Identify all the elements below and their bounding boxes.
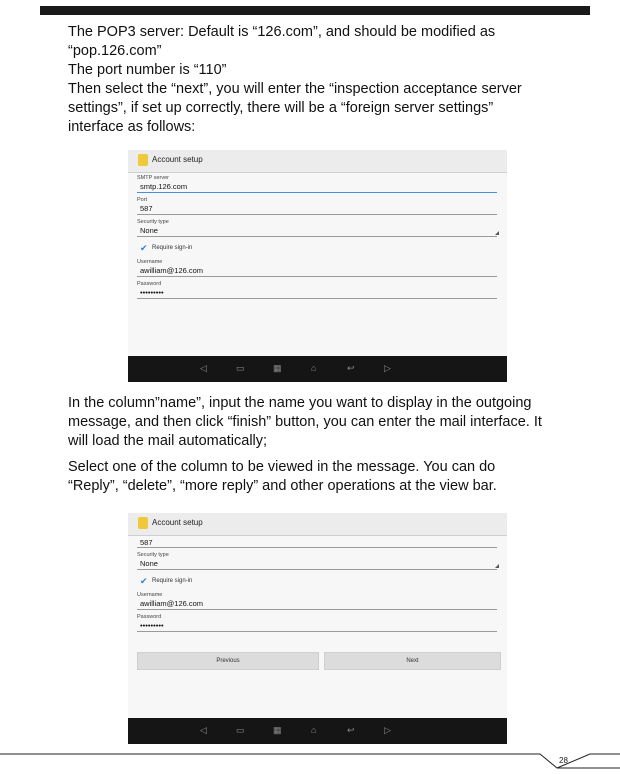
text-line: settings”, if set up correctly, there will be a “foreign server settings”	[68, 100, 494, 116]
require-signin-checkbox[interactable]	[128, 239, 507, 257]
text-line: message, and then click “finish” button, you can enter the mail interface. It	[68, 414, 542, 430]
recent-apps-icon[interactable]: ▦	[273, 725, 282, 735]
text-line: Select one of the column to be viewed in the message. You can do	[68, 459, 496, 475]
text-line: “Reply”, “delete”, “more reply” and other operations at the view bar.	[68, 478, 497, 494]
volume-down-icon[interactable]: ◁	[200, 725, 207, 735]
text-line: interface as follows:	[68, 119, 196, 135]
paragraph-view-message	[68, 458, 568, 496]
field-label: SMTP server	[137, 175, 169, 181]
field-underline	[137, 631, 497, 632]
smtp-server-field[interactable]	[128, 173, 507, 195]
recent-apps-icon[interactable]: ▦	[273, 363, 282, 373]
checkmark-icon: ✔	[140, 243, 148, 253]
checkbox-label: Require sign-in	[152, 245, 193, 251]
password-field[interactable]	[128, 612, 507, 634]
dropdown-arrow-icon	[495, 564, 499, 568]
port-field[interactable]	[128, 536, 507, 550]
screenshot-icon[interactable]: ▭	[236, 725, 245, 735]
field-label: Username	[137, 592, 163, 598]
volume-up-icon[interactable]: ▷	[384, 725, 391, 735]
field-underline	[137, 192, 497, 193]
text-line: In the column”name”, input the name you want to display in the outgoing	[68, 395, 532, 411]
text-line: Then select the “next”, you will enter the “inspection acceptance server	[68, 81, 522, 97]
username-field[interactable]	[128, 590, 507, 612]
field-label: Security type	[137, 552, 169, 558]
account-setup-header	[128, 150, 507, 173]
outgoing-server-screenshot	[128, 150, 507, 382]
header-rule	[40, 6, 590, 15]
back-icon[interactable]: ↩	[347, 363, 355, 373]
field-underline	[137, 214, 497, 215]
password-field[interactable]	[128, 279, 507, 301]
port-field[interactable]	[128, 195, 507, 217]
checkmark-icon: ✔	[140, 576, 148, 586]
field-underline	[137, 547, 497, 548]
account-setup-screenshot	[128, 513, 507, 744]
username-field[interactable]	[128, 257, 507, 279]
field-label: Security type	[137, 219, 169, 225]
field-value: •••••••••	[140, 621, 164, 630]
account-setup-header	[128, 513, 507, 536]
text-line: The port number is “110”	[68, 62, 227, 78]
text-line: “pop.126.com”	[68, 43, 162, 59]
field-value: •••••••••	[140, 288, 164, 297]
field-underline	[137, 609, 497, 610]
field-label: Password	[137, 281, 162, 287]
field-underline	[137, 276, 497, 277]
button-row	[128, 652, 507, 674]
field-value: smtp.126.com	[140, 182, 188, 191]
home-icon[interactable]: ⌂	[311, 725, 317, 735]
android-nav-bar	[128, 356, 507, 382]
field-label: Password	[137, 614, 162, 620]
account-setup-title: Account setup	[152, 518, 203, 527]
security-type-select[interactable]	[128, 550, 507, 572]
android-nav-bar	[128, 718, 507, 744]
require-signin-checkbox[interactable]	[128, 572, 507, 590]
next-button[interactable]: Next	[324, 652, 501, 670]
home-icon[interactable]: ⌂	[311, 363, 317, 373]
field-value: 587	[140, 538, 153, 547]
back-icon[interactable]: ↩	[347, 725, 355, 735]
footer-rule	[0, 746, 620, 774]
page-number: 28	[559, 756, 568, 765]
field-underline	[137, 298, 497, 299]
field-value: None	[140, 559, 158, 568]
volume-down-icon[interactable]: ◁	[200, 363, 207, 373]
previous-button[interactable]: Previous	[137, 652, 319, 670]
security-type-select[interactable]	[128, 217, 507, 239]
dropdown-arrow-icon	[495, 231, 499, 235]
paragraph-pop3-settings	[68, 23, 568, 137]
volume-up-icon[interactable]: ▷	[384, 363, 391, 373]
field-value: 587	[140, 204, 153, 213]
text-line: The POP3 server: Default is “126.com”, and should be modified as	[68, 24, 496, 40]
account-setup-title: Account setup	[152, 155, 203, 164]
screenshot-icon[interactable]: ▭	[236, 363, 245, 373]
field-label: Port	[137, 197, 148, 203]
field-label: Username	[137, 259, 163, 265]
mail-app-icon	[138, 154, 148, 166]
field-value: awilliam@126.com	[140, 266, 204, 275]
mail-app-icon	[138, 517, 148, 529]
field-underline	[137, 236, 497, 237]
paragraph-name-column	[68, 394, 568, 451]
field-value: None	[140, 226, 158, 235]
field-value: awilliam@126.com	[140, 599, 204, 608]
field-underline	[137, 569, 497, 570]
text-line: will load the mail automatically;	[68, 433, 268, 449]
checkbox-label: Require sign-in	[152, 578, 193, 584]
